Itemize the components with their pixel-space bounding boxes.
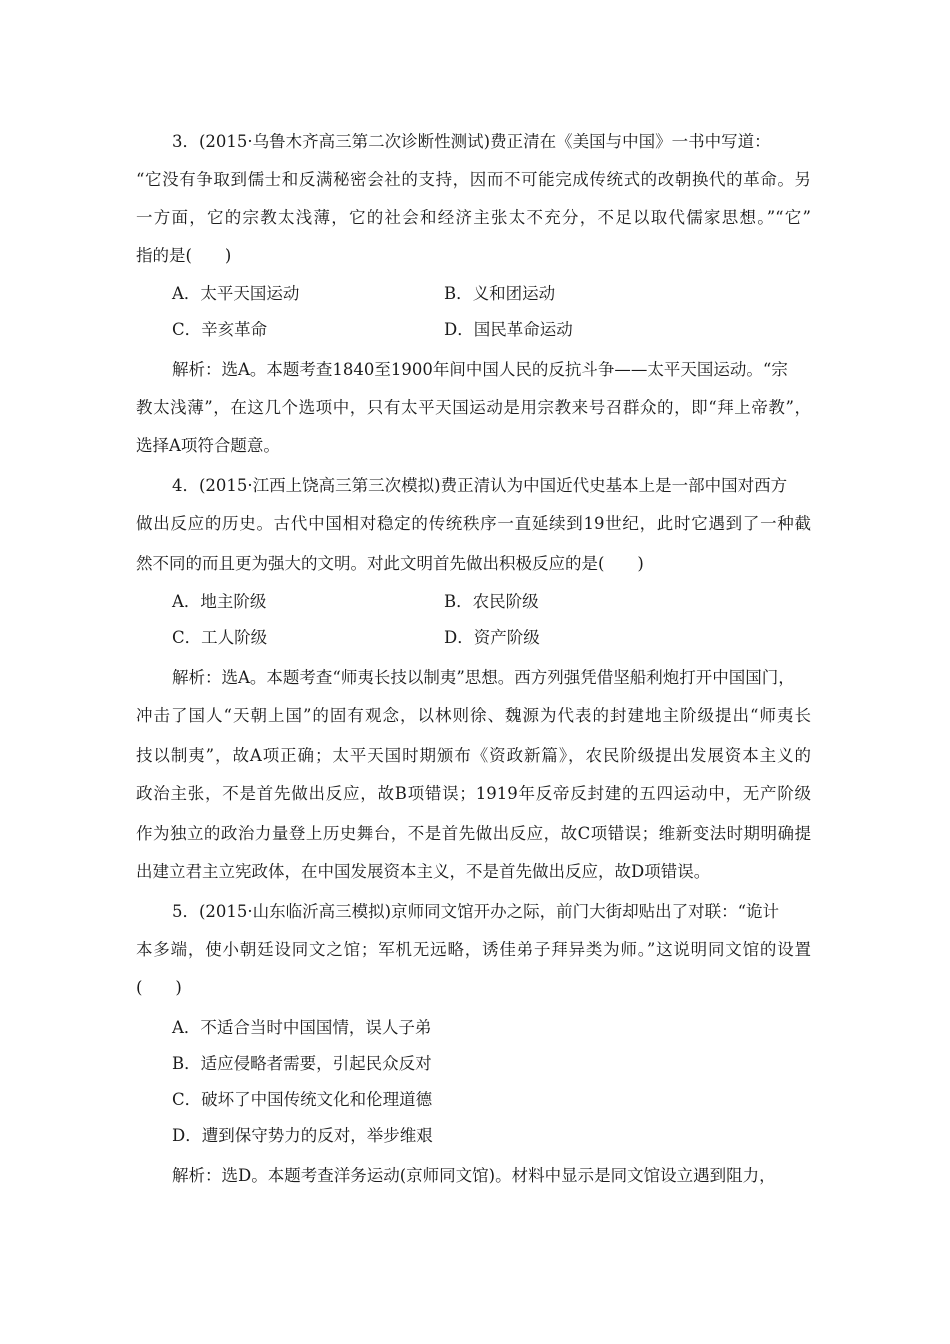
q4-analysis-line-5: 作为独立的政治力量登上历史舞台，不是首先做出反应，故C项错误；维新变法时期明确提	[136, 824, 811, 843]
q4-option-d: D．资产阶级	[444, 628, 540, 647]
q3-option-a: A．太平天国运动	[172, 284, 300, 303]
q5-stem-line-3: ( )	[136, 978, 182, 997]
q3-analysis-line-3: 选择A项符合题意。	[136, 436, 280, 455]
q3-stem-line-4: 指的是( )	[136, 246, 232, 265]
q3-analysis-line-2: 教太浅薄”，在这几个选项中，只有太平天国运动是用宗教来号召群众的，即“拜上帝教”，	[136, 398, 811, 417]
q5-option-b: B．适应侵略者需要，引起民众反对	[172, 1054, 432, 1073]
q4-analysis-line-6: 出建立君主立宪政体，在中国发展资本主义，不是首先做出反应，故D项错误。	[136, 862, 711, 881]
q5-analysis-line-1: 解析：选D。本题考查洋务运动(京师同文馆)。材料中显示是同文馆设立遇到阻力，	[172, 1166, 776, 1185]
q4-analysis-line-3: 技以制夷”，故A项正确；太平天国时期颁布《资政新篇》，农民阶级提出发展资本主义的	[136, 746, 811, 765]
q5-stem-line-2: 本多端，使小朝廷设同文之馆；军机无远略，诱佳弟子拜异类为师。”这说明同文馆的设置	[136, 940, 811, 959]
q4-stem-line-3: 然不同的而且更为强大的文明。对此文明首先做出积极反应的是( )	[136, 554, 644, 573]
q3-option-b: B．义和团运动	[444, 284, 556, 303]
q4-option-a: A．地主阶级	[172, 592, 267, 611]
q3-stem-line-1: 3．(2015·乌鲁木齐高三第二次诊断性测试)费正清在《美国与中国》一书中写道：	[172, 132, 771, 151]
q4-option-c: C．工人阶级	[172, 628, 268, 647]
q3-option-d: D．国民革命运动	[444, 320, 573, 339]
q4-stem-line-1: 4．(2015·江西上饶高三第三次模拟)费正清认为中国近代史基本上是一部中国对西方	[172, 476, 788, 495]
q5-option-a: A．不适合当时中国国情，误人子弟	[172, 1018, 432, 1037]
q3-analysis-line-1: 解析：选A。本题考查1840至1900年间中国人民的反抗斗争——太平天国运动。“宗	[172, 360, 788, 379]
q4-option-b: B．农民阶级	[444, 592, 539, 611]
q3-option-c: C．辛亥革命	[172, 320, 268, 339]
q3-stem-line-3: 一方面，它的宗教太浅薄，它的社会和经济主张太不充分，不足以取代儒家思想。”“它”	[136, 208, 811, 227]
q4-analysis-line-1: 解析：选A。本题考查“师夷长技以制夷”思想。西方列强凭借坚船利炮打开中国国门，	[172, 668, 795, 687]
q5-stem-line-1: 5．(2015·山东临沂高三模拟)京师同文馆开办之际，前门大街却贴出了对联：“诡计	[172, 902, 780, 921]
q4-analysis-line-2: 冲击了国人“天朝上国”的固有观念，以林则徐、魏源为代表的封建地主阶级提出“师夷长	[136, 706, 811, 725]
q4-stem-line-2: 做出反应的历史。古代中国相对稳定的传统秩序一直延续到19世纪，此时它遇到了一种截	[136, 514, 811, 533]
q3-stem-line-2: “它没有争取到儒士和反满秘密会社的支持，因而不可能完成传统式的改朝换代的革命。另	[136, 170, 811, 189]
q5-option-d: D．遭到保守势力的反对，举步维艰	[172, 1126, 433, 1145]
q5-option-c: C．破坏了中国传统文化和伦理道德	[172, 1090, 433, 1109]
q4-analysis-line-4: 政治主张，不是首先做出反应，故B项错误；1919年反帝反封建的五四运动中，无产阶级	[136, 784, 811, 803]
